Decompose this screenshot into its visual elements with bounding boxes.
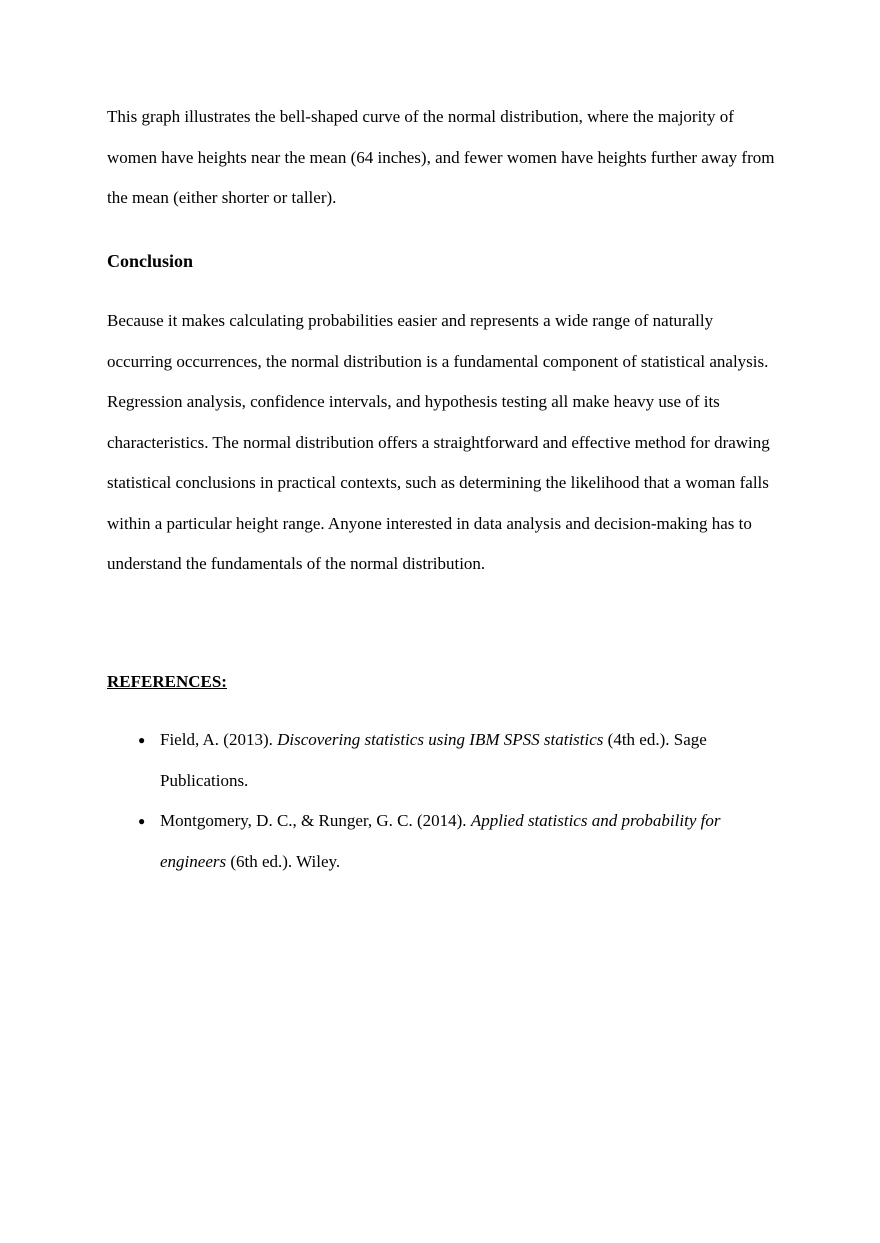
reference-item [107,801,777,882]
reference-citation-normal: Field, A. (2013). [160,730,278,749]
reference-citation-title: Applied statistics and probability for engineers [160,811,721,871]
bullet-icon: ● [138,814,146,828]
reference-citation-normal: (4th ed.). Sage Publications. [160,730,707,790]
reference-citation-title: Discovering statistics using IBM SPSS statistics [277,730,604,749]
reference-citation-normal: Montgomery, D. C., & Runger, G. C. (2014). [160,811,471,830]
references-heading: REFERENCES: [107,671,227,691]
conclusion-heading: Conclusion [107,250,194,271]
references-list [107,720,777,882]
reference-text [160,720,777,801]
bullet-icon: ● [138,733,146,747]
reference-text [160,801,777,882]
conclusion-paragraph: Because it makes calculating probabilities easier and represents a wide range of naturally occurring occurrences, the normal distribution is a fundamental component of statistical analysis. Regression analysis, confidence intervals, and hypothesis testing all make heavy use of its characteristics. The normal distribution offers a straightforward and effective method for drawing statistical conclusions in practical contexts, such as determining the likelihood that a woman falls within a particular height range. Anyone interested in data analysis and decision-making has to understand the fundamentals of the normal distribution. [107,311,770,573]
reference-item [107,720,777,801]
intro-paragraph: This graph illustrates the bell-shaped curve of the normal distribution, where the majority of women have heights near the mean (64 inches), and fewer women have heights further away from the mean (either shorter or taller). [107,107,775,207]
reference-citation-normal: (6th ed.). Wiley. [226,851,341,871]
